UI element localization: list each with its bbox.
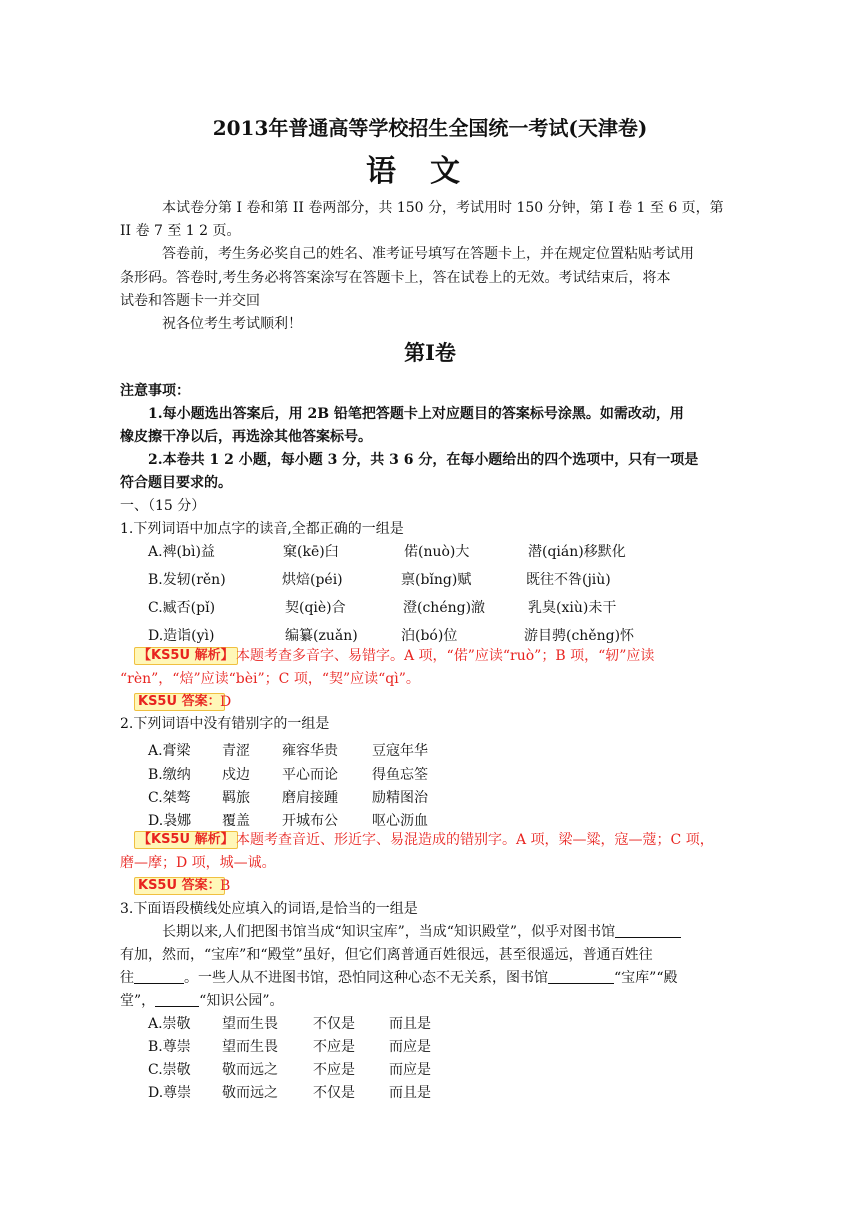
option-d-word-3: 开城布公 [282,813,338,829]
answer-badge: KS5U 答案： [134,877,225,895]
option-b-word-3: 平心而论 [282,767,338,783]
option-c-word-1: C.桀骜 [148,790,191,806]
intro-line: 本试卷分第 I 卷和第 II 卷两部分，共 150 分，考试用时 150 分钟，第 I 卷 1 至 6 页，第 [162,200,724,216]
option-b-word-1: B.发轫(rěn) [148,572,226,588]
option-a-word-4: 潜(qián)移默化 [528,544,626,560]
option-b-word-2: 戍边 [222,767,250,783]
option-b-word-1: B.缴纳 [148,767,191,783]
option-a-word-3: 偌(nuò)大 [404,544,470,560]
passage-text: 往 [120,970,134,986]
passage-text: 。一些人从不进图书馆，恐怕同这种心态不无关系，图书馆 [184,970,548,986]
option-b-word-3: 不应是 [313,1039,355,1055]
passage-line [120,968,677,988]
question-stem: 1.下列词语中加点字的读音,全都正确的一组是 [120,521,404,537]
analysis-text: “rèn”，“焙”应读“bèi”；C 项，“契”应读“qì”。 [120,671,420,687]
note-line: 符合题目要求的。 [120,475,232,491]
fill-blank [155,992,199,1007]
answer-value: D [220,694,232,710]
analysis-text: 本题考查多音字、易错字。A 项，“偌”应读“ruò”；B 项，“轫”应读 [236,648,655,664]
option-b-word-4: 而应是 [389,1039,431,1055]
option-d-word-2: 覆盖 [222,813,250,829]
option-d-word-4: 呕心沥血 [372,813,428,829]
intro-line: 祝各位考生考试顺利！ [162,316,302,332]
option-a-word-2: 青涩 [222,743,250,759]
passage-line [162,922,681,942]
option-d-word-1: D.尊崇 [148,1085,192,1101]
passage-line: 有加，然而，“宝库”和“殿堂”虽好，但它们离普通百姓很远，甚至很遥远，普通百姓往 [120,947,653,963]
option-a-word-1: A.裨(bì)益 [148,544,215,560]
analysis-badge: 【KS5U 解析】 [134,831,238,849]
notes-heading: 注意事项： [120,383,190,399]
intro-line: II 卷 7 至 1 2 页。 [120,223,241,239]
passage-text: 堂”， [120,993,156,1009]
option-c-word-4: 而应是 [389,1062,431,1078]
note-line: 1.每小题选出答案后，用 2B 铅笔把答题卡上对应题目的答案标号涂黑。如需改动，用 [148,406,684,422]
option-c-word-2: 契(qiè)合 [285,600,346,616]
option-c-word-4: 乳臭(xiù)未干 [528,600,617,616]
option-b-word-3: 禀(bǐng)赋 [401,572,472,588]
intro-line: 条形码。答卷时,考生务必将答案涂写在答题卡上，答在试卷上的无效。考试结束后，将本 [120,270,671,286]
option-c-word-3: 澄(chéng)澈 [403,600,486,616]
option-c-word-4: 励精图治 [372,790,428,806]
analysis-badge: 【KS5U 解析】 [134,647,238,665]
intro-line: 答卷前，考生务必奖自己的姓名、准考证号填写在答题卡上，并在规定位置粘贴考试用 [162,246,694,262]
option-d-word-2: 敬而远之 [222,1085,278,1101]
section-heading: 一、（15 分） [120,498,206,514]
option-a-word-2: 望而生畏 [222,1016,278,1032]
option-b-word-2: 烘焙(péi) [282,572,343,588]
option-c-word-1: C.臧否(pǐ) [148,600,216,616]
note-line: 2.本卷共 1 2 小题，每小题 3 分，共 3 6 分，在每小题给出的四个选项中，只有一项是 [148,452,699,468]
option-a-word-2: 窠(kē)臼 [283,544,339,560]
option-a-word-1: A.崇敬 [148,1016,191,1032]
option-c-word-3: 不应是 [313,1062,355,1078]
passage-text: “宝库”“殿 [614,970,678,986]
passage-text: “知识公园”。 [199,993,284,1009]
option-a-word-4: 而且是 [389,1016,431,1032]
passage-line [120,991,284,1011]
option-b-word-4: 得鱼忘筌 [372,767,428,783]
note-line: 橡皮擦干净以后，再选涂其他答案标号。 [120,429,372,445]
option-d-word-1: D.袅娜 [148,813,192,829]
option-b-word-1: B.尊崇 [148,1039,191,1055]
option-a-word-3: 不仅是 [313,1016,355,1032]
analysis-text: 磨—摩；D 项，城—诚。 [120,855,276,871]
passage-text: 长期以来,人们把图书馆当成“知识宝库”，当成“知识殿堂”，似乎对图书馆 [162,924,616,940]
answer-badge: KS5U 答案： [134,693,225,711]
option-a-word-1: A.膏梁 [148,743,191,759]
intro-line: 试卷和答题卡一并交回 [120,293,260,309]
exam-title: 2013年普通高等学校招生全国统一考试(天津卷) [212,116,648,140]
fill-blank [615,923,681,938]
option-d-word-4: 而且是 [389,1085,431,1101]
analysis-text: 本题考查音近、形近字、易混造成的错别字。A 项，梁—粱，寇—蔻；C 项， [236,832,714,848]
option-a-word-3: 雍容华贵 [282,743,338,759]
volume-title: 第Ⅰ卷 [404,340,456,365]
fill-blank [548,969,614,984]
option-c-word-1: C.崇敬 [148,1062,191,1078]
option-d-word-2: 编纂(zuǎn) [285,628,358,644]
answer-value: B [220,878,231,894]
option-a-word-4: 豆寇年华 [372,743,428,759]
option-b-word-4: 既往不咎(jiù) [526,572,611,588]
option-b-word-2: 望而生畏 [222,1039,278,1055]
fill-blank [134,969,184,984]
option-c-word-2: 敬而远之 [222,1062,278,1078]
question-stem: 3.下面语段横线处应填入的词语,是恰当的一组是 [120,901,418,917]
subject-title: 语文 [366,154,494,189]
option-d-word-3: 不仅是 [313,1085,355,1101]
option-d-word-1: D.造诣(yì) [148,628,215,644]
option-d-word-4: 游目骋(chěng)怀 [524,628,635,644]
option-c-word-2: 羁旅 [222,790,250,806]
question-stem: 2.下列词语中没有错别字的一组是 [120,716,330,732]
option-d-word-3: 泊(bó)位 [401,628,458,644]
option-c-word-3: 磨肩接踵 [282,790,338,806]
